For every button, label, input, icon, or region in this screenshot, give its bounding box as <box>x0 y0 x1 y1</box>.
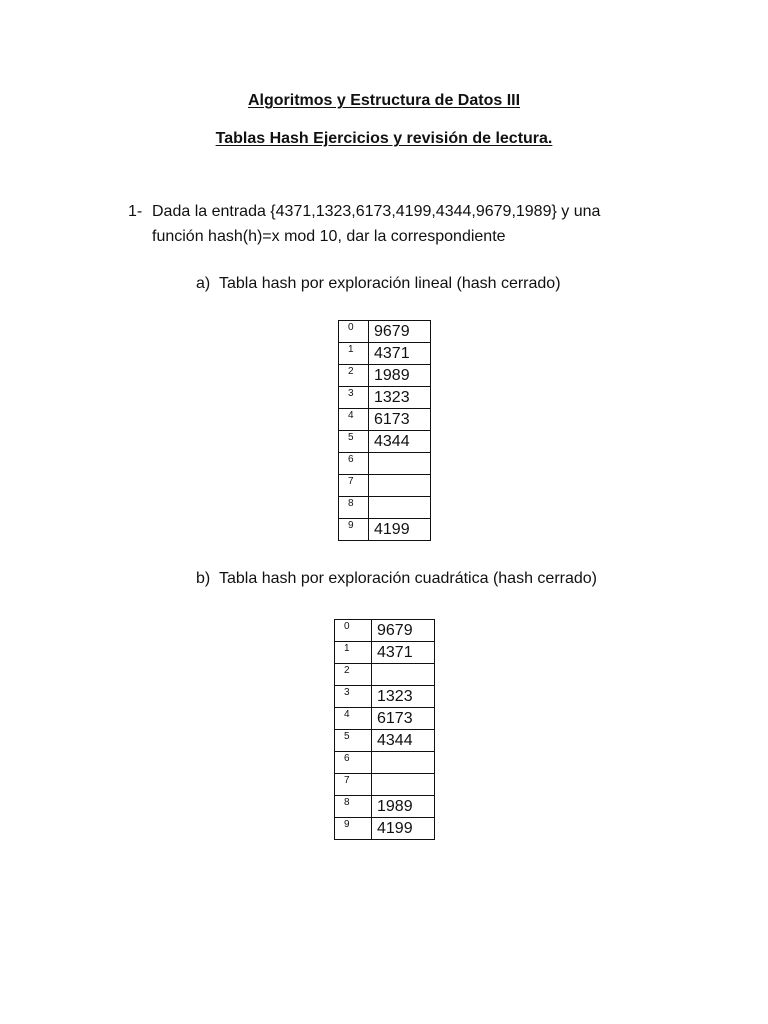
slot-index: 7 <box>335 774 372 796</box>
slot-value <box>372 664 435 686</box>
slot-index: 0 <box>339 321 369 343</box>
slot-value <box>369 497 431 519</box>
table-row <box>335 796 435 818</box>
exercise-statement-line-2: función hash(h)=x mod 10, dar la correspondiente <box>152 228 506 245</box>
slot-value: 1989 <box>369 365 431 387</box>
document-title: Algoritmos y Estructura de Datos III <box>247 92 521 109</box>
table-row <box>339 365 431 387</box>
table-row <box>335 752 435 774</box>
linear-probing-hash-table <box>338 320 431 541</box>
slot-index: 9 <box>339 519 369 541</box>
table-row <box>339 409 431 431</box>
slot-value: 1323 <box>372 686 435 708</box>
table-row <box>339 431 431 453</box>
table-row <box>339 343 431 365</box>
slot-index: 7 <box>339 475 369 497</box>
table-row <box>335 642 435 664</box>
slot-index: 1 <box>339 343 369 365</box>
exercise-number: 1- <box>128 203 143 220</box>
slot-index: 9 <box>335 818 372 840</box>
slot-index: 6 <box>335 752 372 774</box>
exercise-statement-line-1: Dada la entrada {4371,1323,6173,4199,4344,9679,1989} y una <box>152 203 601 220</box>
slot-value: 9679 <box>369 321 431 343</box>
slot-value: 1989 <box>372 796 435 818</box>
quadratic-probing-hash-table <box>334 619 435 840</box>
table-row <box>339 475 431 497</box>
part-b-title: Tabla hash por exploración cuadrática (hash cerrado) <box>219 570 597 587</box>
table-row <box>339 519 431 541</box>
slot-value <box>369 475 431 497</box>
table-row <box>335 664 435 686</box>
slot-value: 9679 <box>372 620 435 642</box>
slot-value: 4199 <box>372 818 435 840</box>
table-row <box>335 818 435 840</box>
slot-value: 1323 <box>369 387 431 409</box>
slot-index: 8 <box>335 796 372 818</box>
slot-value: 4344 <box>372 730 435 752</box>
table-row <box>339 321 431 343</box>
slot-index: 4 <box>335 708 372 730</box>
slot-value <box>372 752 435 774</box>
slot-index: 6 <box>339 453 369 475</box>
slot-index: 0 <box>335 620 372 642</box>
table-row <box>335 708 435 730</box>
part-b-letter: b) <box>196 570 211 587</box>
slot-index: 2 <box>339 365 369 387</box>
slot-value <box>369 453 431 475</box>
table-row <box>339 453 431 475</box>
slot-index: 5 <box>339 431 369 453</box>
slot-index: 1 <box>335 642 372 664</box>
part-a-letter: a) <box>196 275 211 292</box>
table-row <box>339 387 431 409</box>
slot-index: 3 <box>339 387 369 409</box>
table-row <box>335 620 435 642</box>
slot-value <box>372 774 435 796</box>
slot-index: 2 <box>335 664 372 686</box>
slot-value: 4371 <box>372 642 435 664</box>
slot-value: 6173 <box>372 708 435 730</box>
table-row <box>335 774 435 796</box>
slot-index: 5 <box>335 730 372 752</box>
slot-value: 4199 <box>369 519 431 541</box>
slot-index: 8 <box>339 497 369 519</box>
table-row <box>335 730 435 752</box>
slot-index: 4 <box>339 409 369 431</box>
slot-index: 3 <box>335 686 372 708</box>
slot-value: 4371 <box>369 343 431 365</box>
slot-value: 6173 <box>369 409 431 431</box>
table-row <box>335 686 435 708</box>
part-a-title: Tabla hash por exploración lineal (hash cerrado) <box>219 275 561 292</box>
table-row <box>339 497 431 519</box>
slot-value: 4344 <box>369 431 431 453</box>
document-subtitle: Tablas Hash Ejercicios y revisión de lectura. <box>215 130 553 147</box>
